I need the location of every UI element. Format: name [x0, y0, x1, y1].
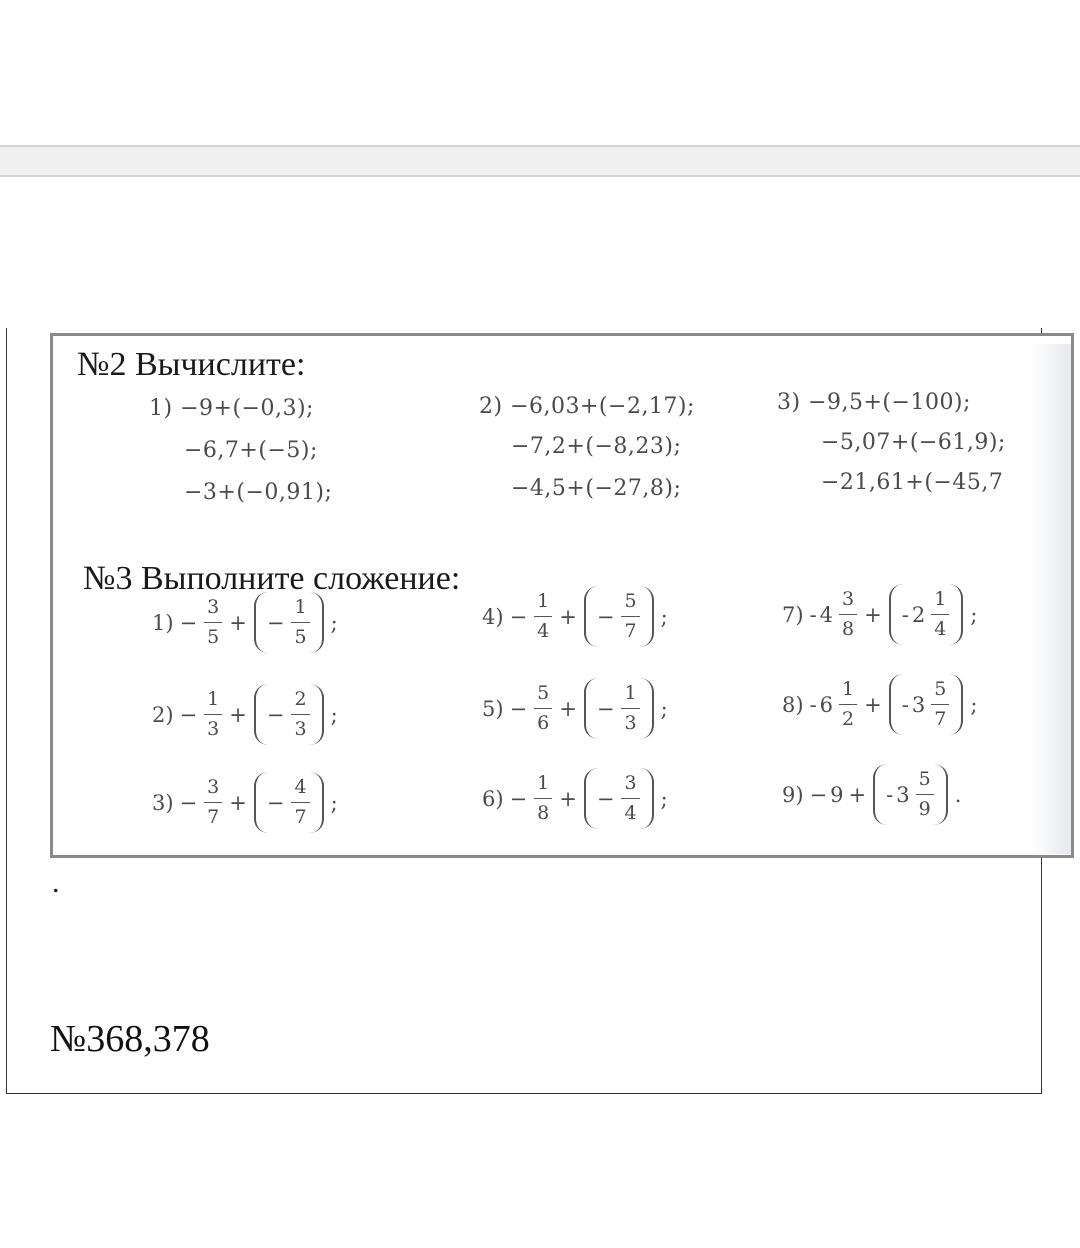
fraction: [931, 590, 949, 639]
whole-number: 2: [911, 602, 926, 627]
sign: −: [596, 604, 615, 629]
denominator: 2: [842, 708, 855, 730]
task2-expression: 2) −6,03+(−2,17);: [479, 394, 695, 419]
plus-sign: +: [559, 696, 577, 721]
parenthesized-operand: [584, 768, 654, 829]
page-edge-shadow: [1031, 344, 1071, 854]
fraction-exercise: [149, 772, 341, 833]
sign: -: [809, 602, 817, 627]
denominator: 4: [624, 802, 637, 824]
exercise-label: 1): [152, 610, 174, 635]
whole-number: 3: [896, 782, 910, 807]
numerator: 4: [291, 778, 309, 803]
task2-expression: 1) −9+(−0,3);: [149, 396, 314, 421]
numerator: 3: [621, 774, 639, 799]
parenthesized-operand: [254, 592, 324, 653]
terminator: ;: [970, 602, 978, 627]
fraction: [291, 690, 309, 739]
numerator: 1: [534, 774, 552, 799]
plus-sign: +: [864, 602, 882, 627]
terminator: ;: [660, 696, 668, 721]
denominator: 5: [207, 626, 220, 648]
fraction: [916, 770, 934, 819]
sign: −: [266, 790, 285, 815]
parenthesized-operand: [889, 674, 964, 735]
denominator: 8: [842, 618, 855, 640]
denominator: 4: [537, 620, 550, 642]
exercise-label: 4): [482, 604, 504, 629]
parenthesized-operand: [873, 764, 948, 825]
fraction-exercise: [479, 586, 671, 647]
fraction-exercise: [479, 768, 671, 829]
exercise-label: 2): [152, 702, 174, 727]
fraction: [621, 592, 639, 641]
sign: −: [179, 702, 198, 727]
denominator: 8: [537, 802, 550, 824]
fraction-exercise: [149, 684, 341, 745]
sign: −: [266, 702, 285, 727]
denominator: 9: [918, 798, 931, 820]
denominator: 3: [624, 712, 637, 734]
plus-sign: +: [229, 702, 247, 727]
plus-sign: +: [559, 786, 577, 811]
denominator: 7: [934, 708, 947, 730]
task2-expression: −6,7+(−5);: [184, 438, 318, 463]
fraction-exercise: [149, 592, 341, 653]
sign: −: [266, 610, 285, 635]
sign: −: [596, 786, 615, 811]
numerator: 1: [621, 684, 639, 709]
fraction-exercise: [779, 584, 980, 645]
fraction: [839, 590, 857, 639]
fraction: [534, 774, 552, 823]
terminator: ;: [660, 604, 668, 629]
plus-sign: +: [848, 782, 867, 807]
fraction: [621, 684, 639, 733]
numerator: 3: [204, 598, 222, 623]
numerator: 2: [291, 690, 309, 715]
parenthesized-operand: [584, 586, 654, 647]
numerator: 5: [534, 684, 552, 709]
stray-dot: .: [52, 866, 60, 899]
task3-heading: №3 Выполните сложение:: [83, 560, 461, 597]
whole-number: 4: [819, 602, 834, 627]
numerator: 5: [931, 680, 949, 705]
fraction-exercise: [779, 674, 980, 735]
exercise-label: 3): [152, 790, 174, 815]
fraction-exercise: [779, 764, 964, 825]
denominator: 7: [294, 806, 307, 828]
denominator: 3: [207, 718, 220, 740]
denominator: 5: [294, 626, 307, 648]
plus-sign: +: [229, 790, 247, 815]
terminator: ;: [970, 692, 978, 717]
exercise-label: 6): [482, 786, 504, 811]
parenthesized-operand: [254, 772, 324, 833]
sign: -: [809, 692, 817, 717]
sign: −: [509, 696, 528, 721]
whole-number: 3: [911, 692, 926, 717]
numerator: 1: [291, 598, 309, 623]
task2-expression: 3) −9,5+(−100);: [777, 390, 971, 415]
numerator: 1: [534, 592, 552, 617]
numerator: 5: [621, 592, 639, 617]
fraction: [204, 598, 222, 647]
fraction: [534, 684, 552, 733]
sign: −: [509, 786, 528, 811]
numerator: 3: [204, 778, 222, 803]
whole-number: 6: [819, 692, 834, 717]
plus-sign: +: [864, 692, 882, 717]
terminator: ;: [330, 790, 338, 815]
sign: −: [179, 610, 198, 635]
whole-number: 9: [830, 782, 844, 807]
task2-expression: −5,07+(−61,9);: [821, 430, 1006, 455]
denominator: 6: [537, 712, 550, 734]
parenthesized-operand: [889, 584, 964, 645]
sign: -: [901, 602, 909, 627]
plus-sign: +: [229, 610, 247, 635]
exercise-label: 9): [782, 782, 804, 807]
parenthesized-operand: [254, 684, 324, 745]
sign: −: [596, 696, 615, 721]
terminator: ;: [330, 702, 338, 727]
exercise-label: 5): [482, 696, 504, 721]
fraction: [204, 778, 222, 827]
denominator: 3: [294, 718, 307, 740]
fraction: [621, 774, 639, 823]
plus-sign: +: [559, 604, 577, 629]
fraction-exercise: [479, 678, 671, 739]
fraction: [291, 598, 309, 647]
task2-expression: −4,5+(−27,8);: [511, 476, 682, 501]
numerator: 1: [931, 590, 949, 615]
browser-toolbar-strip: [0, 145, 1080, 177]
denominator: 7: [207, 806, 220, 828]
fraction: [931, 680, 949, 729]
terminator: .: [954, 782, 962, 807]
numerator: 3: [839, 590, 857, 615]
denominator: 4: [934, 618, 947, 640]
terminator: ;: [330, 610, 338, 635]
fraction: [291, 778, 309, 827]
task2-expression: −3+(−0,91);: [184, 480, 333, 505]
terminator: ;: [660, 786, 668, 811]
sign: -: [886, 782, 894, 807]
fraction: [204, 690, 222, 739]
textbook-image[interactable]: [50, 333, 1074, 858]
numerator: 1: [839, 680, 857, 705]
exercise-label: 8): [782, 692, 804, 717]
numerator: 5: [916, 770, 934, 795]
footer-reference: №368,378: [50, 1018, 210, 1060]
fraction: [534, 592, 552, 641]
task2-expression: −7,2+(−8,23);: [511, 434, 682, 459]
sign: -: [901, 692, 909, 717]
sign: −: [179, 790, 198, 815]
exercise-label: 7): [782, 602, 804, 627]
fraction: [839, 680, 857, 729]
sign: −: [809, 782, 828, 807]
denominator: 7: [624, 620, 637, 642]
sign: −: [509, 604, 528, 629]
parenthesized-operand: [584, 678, 654, 739]
numerator: 1: [204, 690, 222, 715]
task2-heading: №2 Вычислите:: [77, 346, 306, 383]
task2-expression: −21,61+(−45,7: [821, 470, 1004, 495]
